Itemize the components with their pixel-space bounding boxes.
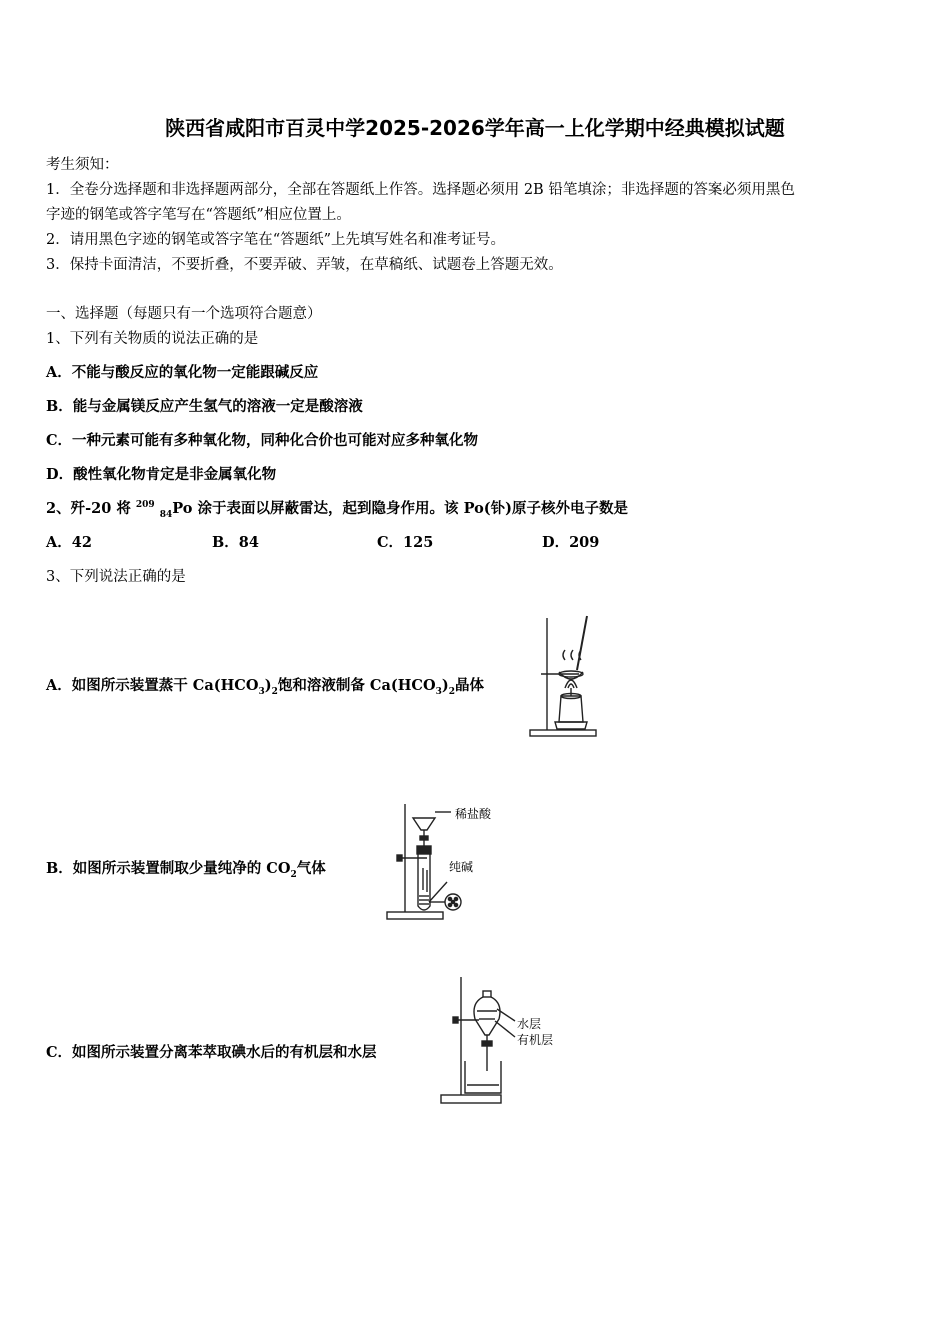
question-1-option-a: A．不能与酸反应的氧化物一定能跟碱反应 xyxy=(46,364,319,381)
question-3-stem: 3、下列说法正确的是 xyxy=(46,569,186,585)
question-2-stem-suffix: 涂于表面以屏蔽雷达，起到隐身作用。该 Po(钋)原子核外电子数是 xyxy=(197,500,628,517)
dilute-hydrochloric-acid-label: 稀盐酸 xyxy=(455,807,492,821)
organic-layer-label: 有机层 xyxy=(517,1033,554,1047)
atomic-number: 84 xyxy=(159,509,173,520)
soda-ash-label: 纯碱 xyxy=(449,860,474,874)
question-2-stem xyxy=(46,497,628,520)
question-3-option-c: C．如图所示装置分离苯萃取碘水后的有机层和水层 xyxy=(46,1044,377,1061)
co2-generation-apparatus-figure xyxy=(383,800,513,925)
question-3-option-a: A．如图所示装置蒸干 $Ca(HCO_3)_2$饱和溶液制备 $Ca(HCO_3)_2$晶体 xyxy=(46,677,484,697)
question-2-stem-prefix: 2、歼-20 将 xyxy=(46,500,131,517)
notice-item-2: 2．请用黑色字迹的钢笔或答字笔在“答题纸”上先填写姓名和准考证号。 xyxy=(46,232,506,248)
question-2-option-a: A．42 xyxy=(46,534,92,551)
water-layer-label: 水层 xyxy=(517,1017,542,1031)
element-symbol: Po xyxy=(172,500,193,517)
separatory-funnel-figure xyxy=(435,975,565,1107)
question-2-option-b: B．84 xyxy=(212,534,259,551)
notice-item-1-line-2: 字迹的钢笔或答字笔写在“答题纸”相应位置上。 xyxy=(46,207,351,223)
mass-number: 209 xyxy=(135,500,155,511)
question-1-stem: 1、下列有关物质的说法正确的是 xyxy=(46,331,259,347)
evaporation-apparatus-figure xyxy=(525,612,605,742)
question-1-option-b: B．能与金属镁反应产生氢气的溶液一定是酸溶液 xyxy=(46,398,363,415)
notice-item-1-line-1: 1．全卷分选择题和非选择题两部分，全部在答题纸上作答。选择题必须用 2B 铅笔填涂；非选择题的答案必须用黑色 xyxy=(46,182,795,198)
section-heading: 一、选择题（每题只有一个选项符合题意） xyxy=(46,306,322,322)
question-1-option-c: C．一种元素可能有多种氧化物，同种化合价也可能对应多种氧化物 xyxy=(46,432,479,449)
notice-heading: 考生须知： xyxy=(46,157,119,173)
notice-item-3: 3．保持卡面清洁，不要折叠，不要弄破、弄皱，在草稿纸、试题卷上答题无效。 xyxy=(46,257,563,273)
question-3-option-b: B．如图所示装置制取少量纯净的 $CO_2$气体 xyxy=(46,860,326,880)
question-2-option-d: D．209 xyxy=(542,534,600,551)
question-1-option-d: D．酸性氧化物肯定是非金属氧化物 xyxy=(46,466,277,483)
question-2-option-c: C．125 xyxy=(377,534,434,551)
page-title: 陕西省咸阳市百灵中学2025-2026学年高一上化学期中经典模拟试题 xyxy=(165,116,785,140)
